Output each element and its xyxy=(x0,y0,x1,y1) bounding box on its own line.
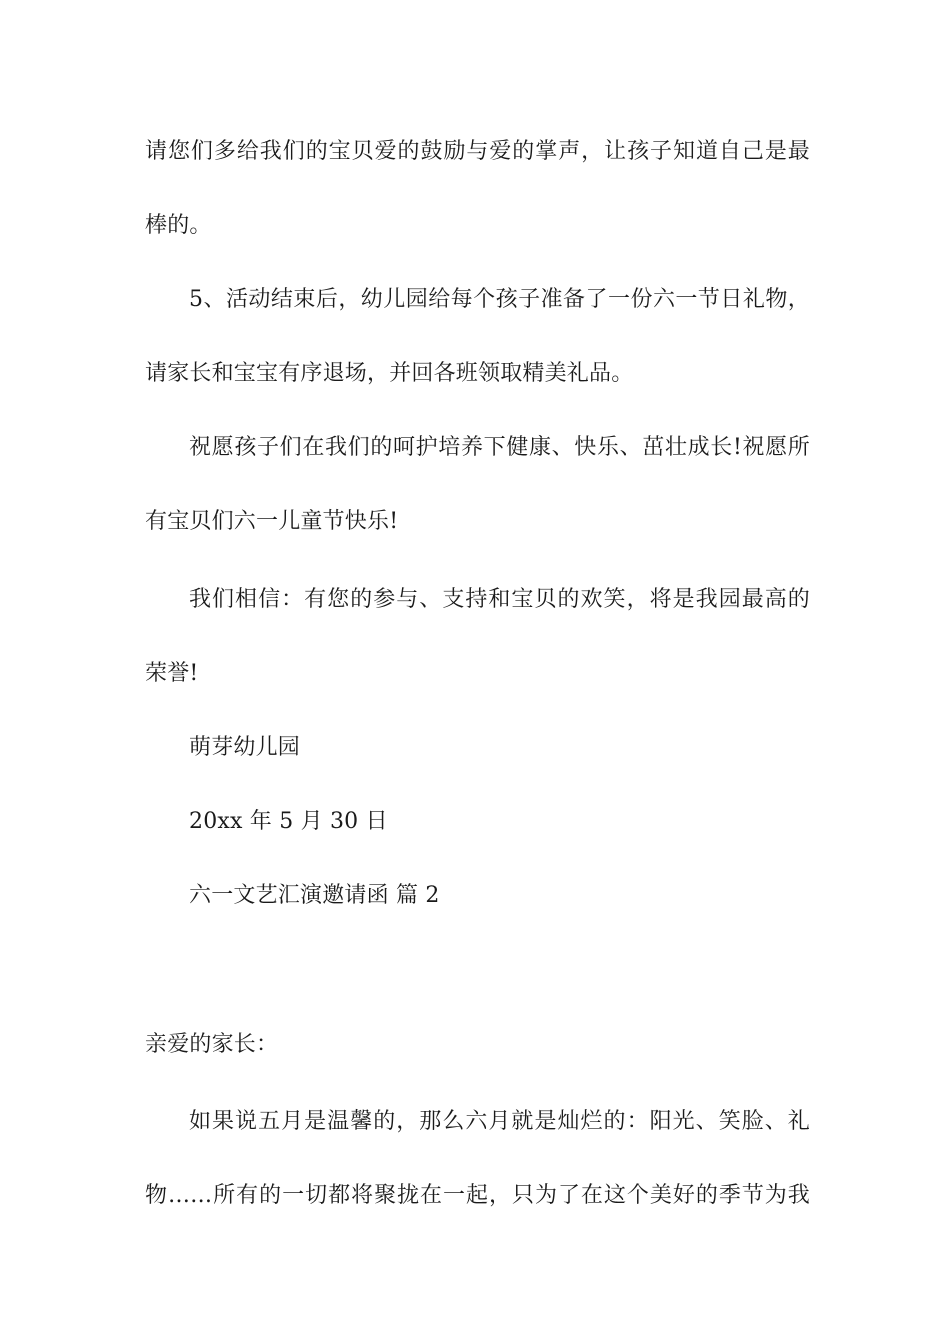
section-heading: 六一文艺汇演邀请函 篇 2 xyxy=(189,883,440,908)
paragraph-line: 请家长和宝宝有序退场，并回各班领取精美礼品。 xyxy=(145,361,634,386)
paragraph-line: 如果说五月是温馨的，那么六月就是灿烂的：阳光、笑脸、礼 xyxy=(189,1109,810,1134)
salutation: 亲爱的家长： xyxy=(145,1032,279,1057)
paragraph-line: 请您们多给我们的宝贝爱的鼓励与爱的掌声，让孩子知道自己是最 xyxy=(145,139,810,164)
signature-kindergarten: 萌芽幼儿园 xyxy=(189,735,301,760)
paragraph-line: 荣誉! xyxy=(145,661,199,686)
signature-date: 20xx 年 5 月 30 日 xyxy=(189,809,388,834)
paragraph-line: 祝愿孩子们在我们的呵护培养下健康、快乐、茁壮成长!祝愿所 xyxy=(189,435,810,460)
paragraph-line: 棒的。 xyxy=(145,213,212,238)
paragraph-line: 我们相信：有您的参与、支持和宝贝的欢笑，将是我园最高的 xyxy=(189,587,810,612)
paragraph-line: 有宝贝们六一儿童节快乐! xyxy=(145,509,399,534)
paragraph-line: 物……所有的一切都将聚拢在一起，只为了在这个美好的季节为我 xyxy=(145,1183,810,1208)
paragraph-line: 5、活动结束后，幼儿园给每个孩子准备了一份六一节日礼物， xyxy=(189,287,810,312)
